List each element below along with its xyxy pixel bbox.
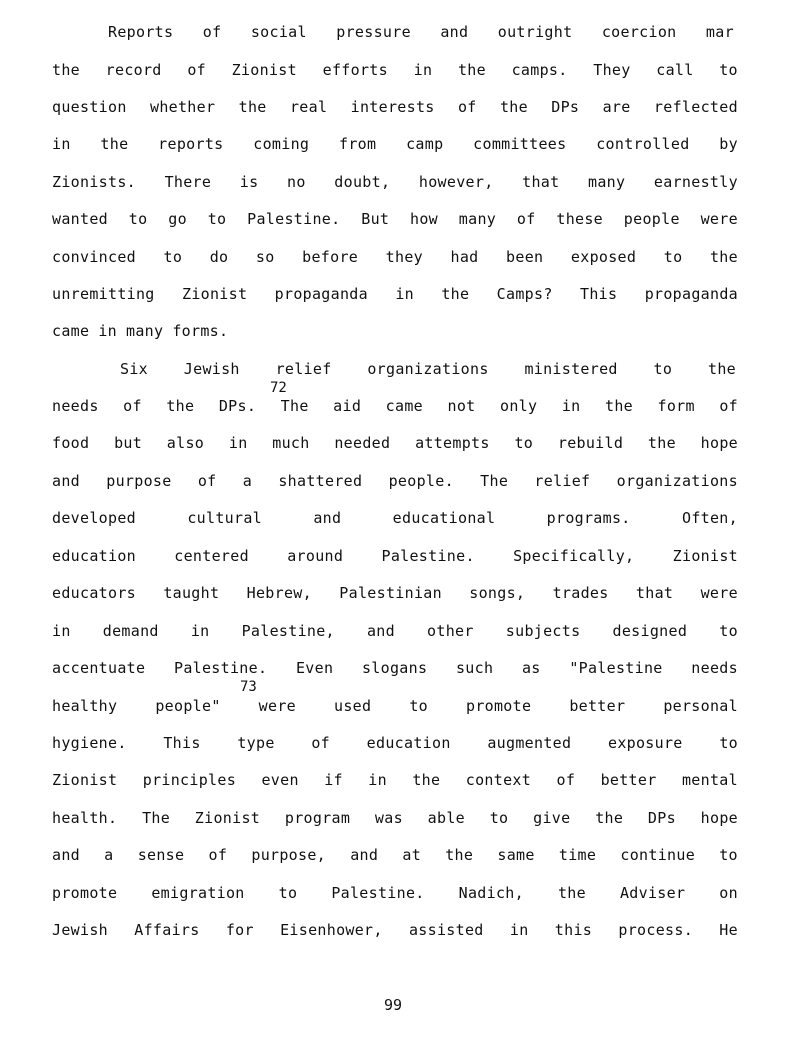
word: social	[250, 23, 307, 41]
word: much	[272, 434, 310, 452]
text-line	[52, 472, 738, 490]
word: songs,	[469, 584, 526, 602]
word: mental	[681, 771, 738, 789]
word: educational	[392, 509, 496, 527]
word: the	[412, 771, 441, 789]
word: to	[663, 248, 683, 266]
word: Palestine.	[381, 547, 475, 565]
word: pressure	[336, 23, 411, 41]
word: people	[623, 210, 680, 228]
word: of	[556, 771, 576, 789]
word: relief	[534, 472, 591, 490]
word: were	[258, 697, 296, 715]
word: Hebrew,	[246, 584, 312, 602]
word: whether	[149, 98, 216, 116]
word: Nadich,	[458, 884, 524, 902]
word: coming	[253, 135, 310, 153]
text-line	[52, 322, 738, 340]
word: and	[313, 509, 342, 527]
word: camp	[406, 135, 444, 153]
word: The	[280, 397, 309, 415]
word: Palestine,	[241, 622, 335, 640]
word: the	[647, 434, 676, 452]
word: better	[569, 697, 626, 715]
word: better	[600, 771, 657, 789]
word: not	[447, 397, 476, 415]
word: camps.	[511, 61, 568, 79]
word: Affairs	[134, 921, 200, 939]
word: in	[413, 61, 433, 79]
word: record	[105, 61, 162, 79]
word: the	[604, 397, 633, 415]
word: came	[385, 397, 423, 415]
word: rebuild	[557, 434, 624, 452]
word: personal	[663, 697, 738, 715]
word: Zionist	[181, 285, 248, 303]
word: Zionist	[231, 61, 297, 79]
word: hope	[700, 809, 738, 827]
word: by	[719, 135, 738, 153]
word: of	[311, 734, 330, 752]
word: that	[635, 584, 674, 602]
word: on	[719, 884, 738, 902]
word: from	[339, 135, 377, 153]
word: process.	[618, 921, 694, 939]
word: centered	[174, 547, 249, 565]
word: no	[287, 173, 306, 191]
word: augmented	[487, 734, 572, 752]
word: as	[521, 659, 541, 677]
word: educators	[52, 584, 136, 602]
word: They	[593, 61, 631, 79]
word: needed	[334, 434, 391, 452]
text-line	[52, 697, 738, 715]
word: Specifically,	[513, 547, 635, 565]
word: Adviser	[619, 884, 686, 902]
word: unremitting	[52, 285, 155, 303]
word: been	[506, 248, 544, 266]
word: many	[458, 210, 497, 228]
word: if	[324, 771, 343, 789]
word: are	[602, 98, 631, 116]
word: how	[410, 210, 439, 228]
word: purpose,	[251, 846, 327, 864]
footnote-marker-72: 72	[270, 380, 287, 396]
word: Zionist	[672, 547, 738, 565]
word: assisted	[408, 921, 484, 939]
word: sense	[137, 846, 185, 864]
text-line	[52, 509, 738, 527]
word: around	[287, 547, 344, 565]
word: to	[719, 622, 738, 640]
word: coercion	[601, 23, 677, 41]
word: taught	[163, 584, 220, 602]
word: people.	[388, 472, 454, 490]
text-line	[52, 210, 738, 228]
word: in	[52, 135, 71, 153]
word: able	[427, 809, 465, 827]
word: and	[52, 846, 80, 864]
word: Palestine.	[173, 659, 268, 677]
word: in	[98, 322, 117, 340]
word: so	[255, 248, 275, 266]
word: go	[168, 210, 187, 228]
word: trades	[552, 584, 609, 602]
word: the	[707, 360, 736, 378]
word: reports	[158, 135, 224, 153]
word: promote	[52, 884, 118, 902]
word: efforts	[322, 61, 388, 79]
word: and	[52, 472, 80, 490]
word: at	[402, 846, 422, 864]
word: of	[202, 23, 222, 41]
word: propaganda	[644, 285, 738, 303]
word: of	[208, 846, 228, 864]
word: Zionists.	[52, 173, 136, 191]
word: The	[480, 472, 509, 490]
word: in	[509, 921, 529, 939]
text-line	[52, 584, 738, 602]
word: DPs.	[218, 397, 257, 415]
word: give	[533, 809, 571, 827]
word: hygiene.	[52, 734, 127, 752]
text-line	[52, 809, 738, 827]
word: relief	[275, 360, 332, 378]
word: This	[163, 734, 201, 752]
word: were	[700, 210, 738, 228]
word: "Palestine	[569, 659, 663, 677]
word: for	[225, 921, 254, 939]
word: to	[514, 434, 534, 452]
word: in	[395, 285, 414, 303]
word: exposed	[570, 248, 637, 266]
text-line	[52, 771, 738, 789]
word: but	[114, 434, 143, 452]
word: The	[142, 809, 171, 827]
word: do	[209, 248, 229, 266]
text-line	[52, 397, 738, 415]
word: in	[228, 434, 248, 452]
word: of	[187, 61, 206, 79]
word: other	[427, 622, 474, 640]
word: people"	[155, 697, 221, 715]
word: were	[700, 584, 738, 602]
word: to	[653, 360, 673, 378]
word: of	[719, 397, 738, 415]
footnote-marker-73: 73	[240, 679, 257, 695]
word: Often,	[681, 509, 738, 527]
word: Zionist	[52, 771, 118, 789]
word: Even	[295, 659, 334, 677]
text-line	[52, 659, 738, 677]
word: and	[366, 622, 395, 640]
word: the	[595, 809, 624, 827]
word: the	[166, 397, 195, 415]
word: only	[499, 397, 538, 415]
word: program	[284, 809, 351, 827]
word: DPs	[551, 98, 580, 116]
word: form	[657, 397, 695, 415]
word: that	[522, 173, 560, 191]
text-line	[52, 734, 738, 752]
word: continue	[620, 846, 696, 864]
word: of	[457, 98, 477, 116]
word: This	[580, 285, 618, 303]
word: even	[261, 771, 299, 789]
page-number: 99	[383, 996, 403, 1014]
text-line	[52, 61, 738, 79]
word: DPs	[647, 809, 676, 827]
word: the	[100, 135, 129, 153]
word: subjects	[505, 622, 581, 640]
word: Eisenhower,	[280, 921, 383, 939]
word: time	[558, 846, 597, 864]
word: question	[52, 98, 127, 116]
word: to	[163, 248, 183, 266]
word: in	[561, 397, 581, 415]
word: demand	[102, 622, 159, 640]
word: designed	[612, 622, 688, 640]
word: to	[128, 210, 148, 228]
word: wanted	[52, 210, 108, 228]
word: they	[385, 248, 423, 266]
word: needs	[52, 397, 99, 415]
word: and	[350, 846, 379, 864]
word: Palestine.	[331, 884, 425, 902]
word: ministered	[524, 360, 618, 378]
word: Reports	[108, 23, 174, 41]
word: also	[166, 434, 205, 452]
text-line	[52, 98, 738, 116]
word: food	[52, 434, 90, 452]
word: Palestinian	[339, 584, 442, 602]
word: earnestly	[653, 173, 738, 191]
word: to	[719, 61, 738, 79]
text-line	[52, 547, 738, 565]
word: a	[242, 472, 253, 490]
word: committees	[473, 135, 567, 153]
word: shattered	[278, 472, 363, 490]
text-line	[52, 622, 738, 640]
word: promote	[465, 697, 532, 715]
word: to	[409, 697, 428, 715]
word: was	[374, 809, 403, 827]
word: healthy	[52, 697, 118, 715]
word: doubt,	[334, 173, 391, 191]
word: these	[556, 210, 604, 228]
text-line	[52, 884, 738, 902]
word: in	[52, 622, 71, 640]
word: programs.	[546, 509, 631, 527]
word: to	[489, 809, 509, 827]
word: to	[719, 846, 738, 864]
word: of	[516, 210, 536, 228]
word: the	[441, 285, 470, 303]
word: Camps?	[496, 285, 553, 303]
word: a	[104, 846, 114, 864]
word: the	[445, 846, 474, 864]
word: hope	[700, 434, 738, 452]
word: and	[440, 23, 469, 41]
word: type	[237, 734, 275, 752]
word: however,	[418, 173, 494, 191]
word: aid	[333, 397, 362, 415]
word: used	[333, 697, 372, 715]
word: attempts	[415, 434, 490, 452]
word: many	[588, 173, 626, 191]
word: health.	[52, 809, 118, 827]
word: is	[239, 173, 259, 191]
word: principles	[142, 771, 237, 789]
word: before	[302, 248, 359, 266]
word: in	[368, 771, 387, 789]
text-line	[52, 846, 738, 864]
text-line	[52, 921, 738, 939]
word: education	[52, 547, 136, 565]
word: needs	[691, 659, 738, 677]
word: the	[709, 248, 738, 266]
word: Palestine.	[247, 210, 341, 228]
word: organizations	[367, 360, 489, 378]
word: outright	[497, 23, 573, 41]
text-line	[52, 135, 738, 153]
word: the	[52, 61, 80, 79]
word: developed	[52, 509, 136, 527]
word: of	[197, 472, 217, 490]
word: of	[123, 397, 142, 415]
word: accentuate	[52, 659, 146, 677]
word: forms.	[172, 322, 229, 340]
word: mar	[705, 23, 734, 41]
word: to	[278, 884, 298, 902]
word: Zionist	[194, 809, 261, 827]
word: organizations	[616, 472, 738, 490]
word: many	[126, 322, 164, 340]
word: Six	[120, 360, 148, 378]
word: Jewish	[52, 921, 108, 939]
word: came	[52, 322, 90, 340]
word: propaganda	[274, 285, 368, 303]
word: to	[207, 210, 227, 228]
word: There	[164, 173, 212, 191]
word: interests	[350, 98, 435, 116]
word: the	[457, 61, 486, 79]
word: call	[656, 61, 694, 79]
word: same	[497, 846, 535, 864]
word: the	[499, 98, 528, 116]
word: convinced	[52, 248, 136, 266]
text-line	[52, 248, 738, 266]
word: cultural	[187, 509, 262, 527]
text-line	[52, 285, 738, 303]
text-line	[108, 23, 734, 41]
word: such	[455, 659, 494, 677]
word: emigration	[151, 884, 245, 902]
word: exposure	[607, 734, 683, 752]
word: slogans	[361, 659, 428, 677]
word: purpose	[106, 472, 172, 490]
word: to	[719, 734, 738, 752]
word: the	[238, 98, 267, 116]
word: had	[450, 248, 479, 266]
word: the	[557, 884, 586, 902]
word: reflected	[653, 98, 738, 116]
word: Jewish	[183, 360, 240, 378]
word: education	[366, 734, 451, 752]
text-line	[52, 434, 738, 452]
text-line	[120, 360, 736, 378]
word: real	[289, 98, 328, 116]
word: controlled	[596, 135, 690, 153]
text-line	[52, 173, 738, 191]
word: He	[719, 921, 738, 939]
word: in	[190, 622, 210, 640]
word: this	[554, 921, 593, 939]
word: context	[465, 771, 532, 789]
word: But	[361, 210, 390, 228]
